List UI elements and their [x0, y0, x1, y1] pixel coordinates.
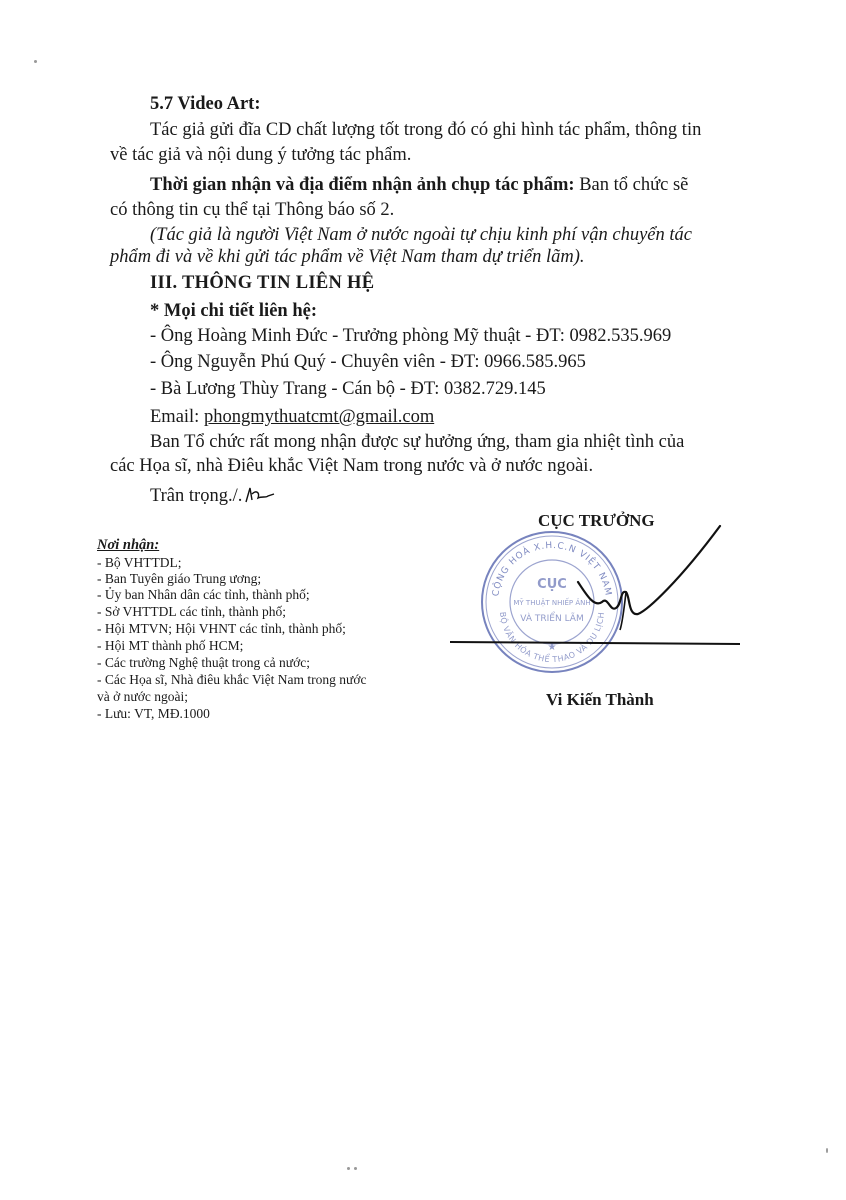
stamp-bottom-text: BỘ VĂN HÓA THỂ THAO VÀ DU LỊCH [497, 611, 607, 665]
stamp-star: ★ [547, 642, 557, 653]
note-line: (Tác giả là người Việt Nam ở nước ngoài tự chịu kinh phí vận chuyển tác [150, 225, 692, 245]
paragraph-line: Tác giả gửi đĩa CD chất lượng tốt trong đó có ghi hình tác phẩm, thông tin [150, 120, 702, 140]
recipient-item: - Sở VHTTDL các tỉnh, thành phố; [97, 604, 286, 619]
initials-scribble [242, 484, 278, 508]
scan-speck [826, 1148, 828, 1153]
recipient-item: - Các Họa sĩ, Nhà điêu khắc Việt Nam trong nước [97, 672, 367, 687]
closing-line: các Họa sĩ, nhà Điêu khắc Việt Nam trong nước và ở nước ngoài. [110, 456, 594, 476]
recipient-item: - Ban Tuyên giáo Trung ương; [97, 571, 262, 586]
recipient-item: - Ủy ban Nhân dân các tỉnh, thành phố; [97, 587, 310, 602]
signature-title: CỤC TRƯỞNG [538, 511, 655, 530]
stamp-center-text: VÀ TRIỂN LÃM [520, 614, 584, 624]
section-title: 5.7 Video Art: [150, 94, 261, 114]
signer-name: Vi Kiến Thành [546, 690, 654, 709]
email-link[interactable]: phongmythuatcmt@gmail.com [203, 407, 435, 427]
recipient-item: - Các trường Nghệ thuật trong cả nước; [97, 655, 310, 670]
email-label: Email: [150, 407, 204, 427]
stamp-center-text: MỸ THUẬT NHIẾP ẢNH [513, 599, 591, 607]
stamp-top-text: CỘNG HOÀ X.H.C.N VIỆT NAM [491, 540, 613, 598]
recipient-item: - Bộ VHTTDL; [97, 555, 182, 570]
closing-line: Ban Tổ chức rất mong nhận được sự hưởng ứng, tham gia nhiệt tình của [150, 432, 685, 452]
contact-person: - Ông Nguyễn Phú Quý - Chuyên viên - ĐT: 0966.585.965 [150, 352, 586, 372]
contact-person: - Ông Hoàng Minh Đức - Trưởng phòng Mỹ thuật - ĐT: 0982.535.969 [150, 326, 672, 346]
time-location-label: Thời gian nhận và địa điểm nhận ảnh chụp tác phẩm: [150, 175, 575, 195]
scan-speck [347, 1167, 350, 1170]
paragraph-line: có thông tin cụ thể tại Thông báo số 2. [110, 200, 395, 220]
scan-speck [34, 60, 37, 63]
recipient-item: và ở nước ngoài; [97, 689, 188, 704]
email-line [150, 405, 434, 429]
recipient-item: - Hội MT thành phố HCM; [97, 638, 244, 653]
paragraph-line: về tác giả và nội dung ý tưởng tác phẩm. [110, 145, 412, 165]
regards: Trân trọng./. [150, 486, 243, 506]
recipients-title: Nơi nhận: [97, 537, 160, 553]
contact-heading: III. THÔNG TIN LIÊN HỆ [150, 273, 375, 293]
time-location-text: Ban tổ chức sẽ [574, 175, 689, 195]
time-location-line [150, 173, 688, 197]
contact-subheading: * Mọi chi tiết liên hệ: [150, 301, 317, 321]
stamp-center-text: CỤC [537, 577, 567, 592]
note-line: phẩm đi và về khi gửi tác phẩm về Việt Nam tham dự triển lãm). [110, 247, 585, 267]
handwritten-signature [450, 520, 750, 650]
recipient-item: - Lưu: VT, MĐ.1000 [97, 706, 210, 721]
contact-person: - Bà Lương Thùy Trang - Cán bộ - ĐT: 0382.729.145 [150, 379, 546, 399]
recipient-item: - Hội MTVN; Hội VHNT các tỉnh, thành phố; [97, 621, 346, 636]
scan-speck [354, 1167, 357, 1170]
